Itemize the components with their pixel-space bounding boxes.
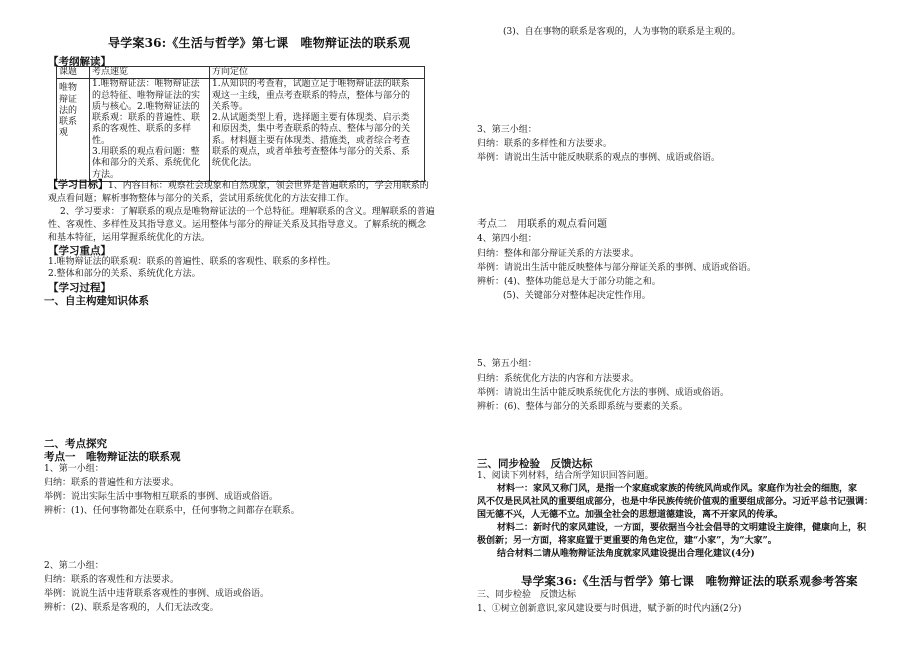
- group2-summary: 归纳：联系的客观性和方法要求。: [44, 575, 180, 585]
- goal-line-5: 和基本特征，运用掌握系统优化的方法。: [48, 233, 211, 243]
- table-header-overview: 考点速览: [90, 67, 210, 79]
- group1-analysis: 辨析：(1)、任何事物都处在联系中，任何事物之间都存在联系。: [44, 506, 300, 516]
- group2-analysis: 辨析：(2)、联系是客观的，人们无法改变。: [44, 603, 219, 613]
- part3-heading: 三、同步检验 反馈达标: [477, 458, 593, 470]
- group5-analysis: 辨析：(6)、整体与部分的关系即系统与要素的关系。: [477, 402, 688, 412]
- group4-title: 4、第四小组：: [477, 234, 537, 244]
- page-title: 导学案36:《生活与哲学》第七课 唯物辩证法的联系观: [108, 36, 411, 50]
- group2-title: 2、第二小组：: [44, 561, 104, 571]
- group5-summary: 归纳：系统优化方法的内容和方法要求。: [477, 374, 640, 384]
- group4-summary: 归纳：整体和部分辩证关系的方法要求。: [477, 249, 640, 259]
- group2-example: 举例：说说生活中违背联系客观性的事例、成语或俗语。: [44, 589, 270, 599]
- goal-line-2: 观点看问题；解析事物整体与部分的关系，尝试用系统优化的方法安排工作。: [48, 194, 355, 204]
- table-header-topic: 课题: [57, 67, 90, 79]
- focus-heading: 【学习重点】: [48, 245, 111, 257]
- group5-example: 举例：请说出生活中能反映系统优化方法的事例、成语或俗语。: [477, 388, 730, 398]
- focus-line-2: 2.整体和部分的关系、系统优化方法。: [48, 269, 201, 279]
- table-cell-topic: 唯物 辩证 法的 联系 观: [57, 79, 90, 182]
- table-header-direction: 方向定位: [210, 67, 425, 79]
- process-heading: 【学习过程】: [48, 282, 111, 294]
- material1-line1: 材料一：家风又称门风，是指一个家庭或家族的传统风尚或作风。家庭作为社会的细胞，家: [497, 484, 858, 494]
- focus-line-1: 1.唯物辩证法的联系观：联系的普遍性、联系的客观性、联系的多样性。: [48, 257, 336, 267]
- table-header-row: [57, 67, 425, 79]
- outline-table: [56, 66, 425, 182]
- goal-heading: 【学习目标】: [48, 180, 108, 191]
- material2-line1: 材料二：新时代的家风建设，一方面，要依据当今社会倡导的文明建设主旋律，健康向上，积: [497, 523, 867, 533]
- goal-line-4: 性、客观性、多样性及其指导意义。运用整体与部分的辩证关系及其指导意义。了解系统的概念: [48, 220, 427, 230]
- group4-analysis-5: (5)、关键部分对整体起决定性作用。: [503, 291, 651, 301]
- goal-text-1: 1、内容目标：观察社会现象和自然现象，领会世界是普遍联系的，学会用联系的: [108, 181, 429, 191]
- answer-title: 导学案36:《生活与哲学》第七课 唯物辩证法的联系观参考答案: [521, 574, 858, 588]
- goal-line-3: 2、学习要求：了解联系的观点是唯物辩证法的一个总特征。理解联系的含义。理解联系的普遍: [60, 207, 435, 217]
- table-cell-overview: 1.唯物辩证法：唯物辩证法 的总特征、唯物辩证法的实 质与核心。2.唯物辩证法的 联系观：联系的普遍性、联 系的客观性、联系的多样性。 3.用联系的观点看问题：整 体和部分的关系、系统优化 方法。: [90, 79, 210, 182]
- part2-heading: 二、考点探究: [44, 438, 107, 450]
- part1-heading: 一、自主构建知识体系: [44, 295, 149, 307]
- material1-line3: 国无德不兴，人无德不立。加强全社会的思想道德建设，离不开家风的传承。: [477, 510, 784, 520]
- question1-requirement: 结合材料二请从唯物辩证法角度就家风建设提出合理化建议(4分): [497, 549, 755, 559]
- group3-title: 3、第三小组：: [477, 125, 537, 135]
- group3-example: 举例：请说出生活中能反映联系的观点的事例、成语或俗语。: [477, 153, 721, 163]
- table-cell-direction: 1.从知识的考查看，试题立足于唯物辩证法的联系 观这一主线，重点考查联系的特点，整体与部分的 关系等。 2.从试题类型上看，选择题主要有体现类、启示类 和原因类，集中考查联系的特点、整体与部分的关 系。材料题主要有体现类、措施类，或者综合考查 联系的观点，或者单独考查整体与部分的关系、系 统优化法。: [210, 79, 425, 182]
- group4-analysis-4: 辨析：(4)、整体功能总是大于部分功能之和。: [477, 277, 661, 287]
- material2-line2: 极创新；另一方面，将家庭置于更重要的角色定位，建“小家”，为“大家”。: [477, 536, 777, 546]
- keypoint1-heading: 考点一 唯物辩证法的联系观: [44, 451, 181, 463]
- answer-section: 三、同步检验 反馈达标: [477, 590, 577, 600]
- question1-prompt: 1、阅读下列材料，结合所学知识回答问题。: [477, 471, 654, 481]
- goal-line-1: [48, 180, 429, 192]
- material1-line2: 风不仅是民风社风的重要组成部分，也是中华民族传统价值观的重要组成部分。习近平总书记强调：: [477, 497, 874, 507]
- group1-example: 举例：说出实际生活中事物相互联系的事例、成语或俗语。: [44, 492, 279, 502]
- table-row: [57, 79, 425, 182]
- keypoint2-heading: 考点二 用联系的观点看问题: [477, 219, 607, 230]
- answer-line1: 1、①树立创新意识,家风建设要与时俱进，赋予新的时代内涵(2分): [477, 604, 742, 614]
- group1-title: 1、第一小组：: [44, 464, 104, 474]
- analysis-3: (3)、自在事物的联系是客观的，人为事物的联系是主观的。: [503, 27, 741, 37]
- group3-summary: 归纳：联系的多样性和方法要求。: [477, 139, 613, 149]
- outline-heading: 【考纲解读】: [48, 56, 111, 68]
- group4-example: 举例：请说出生活中能反映整体与部分辩证关系的事例、成语或俗语。: [477, 263, 757, 273]
- group1-summary: 归纳：联系的普遍性和方法要求。: [44, 478, 180, 488]
- group5-title: 5、第五小组：: [477, 359, 537, 369]
